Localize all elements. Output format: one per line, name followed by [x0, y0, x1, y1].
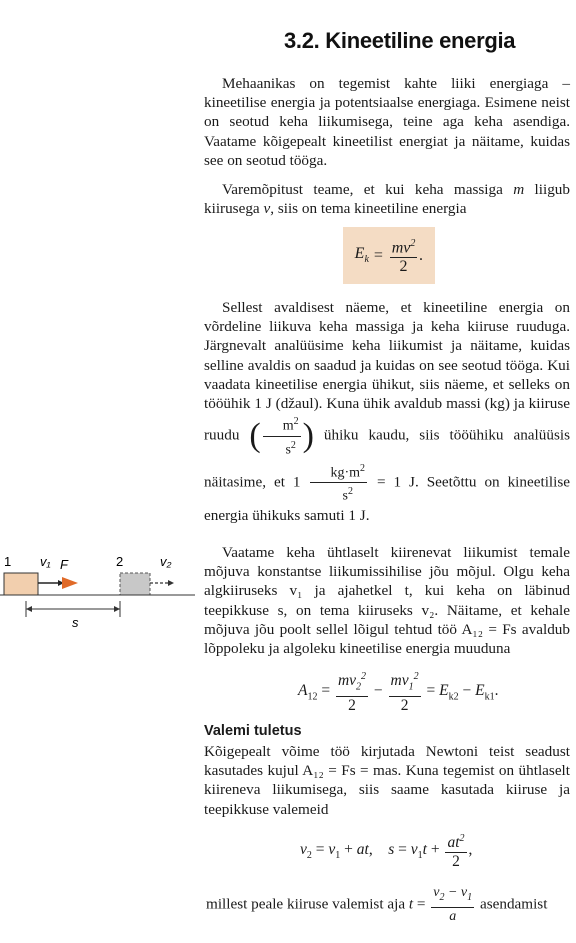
para2-text-c: , siis on tema kineetiline energia	[270, 200, 467, 218]
diagram-F-label: F	[60, 557, 68, 572]
paragraph-motion-text: Vaatame keha ühtlaselt kiirenevat liikumist temale mõjuva konstantse liikumissihilise jõu mõjul. Olgu keha algkiiruseks v₁ ja ajahetkel t, kui keha on läbinud teepikkuse s, on tema kiiruseks v₂. Näitame, et kehale mõjuva jõu poolt sellel lõigul tehtud töö A₁₂ = Fs avaldub lõppoleku ja algoleku kineetilise energia muuduna	[204, 544, 570, 658]
para3-text-c: = 1 J. Seetõttu on kineetilise energia ühikuks samuti 1 J.	[204, 473, 571, 524]
para3-text-a: Sellest avaldisest näeme, et kineetiline energia on võrdeline liikuva keha massiga ja keha kiiruse ruuduga. Järgnevalt analüüsime keha liikumist ja näitame, kuidas selline avaldis on saadud ja kuidas on see seotud tööga. Kui vaadata kineetilise energia ühikut, siis näeme, et selleks on tööühik 1 J (džaul). Kuna ühik avaldub massi (kg) ja kiiruse ruudu	[204, 299, 570, 444]
block-end	[120, 573, 150, 595]
s-arrow-left	[26, 606, 32, 612]
paragraph-motion	[204, 543, 570, 658]
paragraph-derivation	[204, 742, 570, 819]
diagram-s-label: s	[72, 615, 79, 630]
s-arrow-right	[114, 606, 120, 612]
motion-diagram	[0, 555, 200, 635]
diagram-v2-label: v₂	[160, 555, 172, 569]
derivation-subheading	[204, 721, 570, 741]
subheading-text: Valemi tuletus	[204, 723, 302, 739]
kinematic-equations: $v_2 = v_1$ + at, $s = v_1t$ + $\frac{at^2}{2}$ ,	[300, 830, 472, 871]
diagram-label-2: 2	[116, 555, 124, 569]
var-m: m	[513, 181, 525, 198]
block-start	[4, 573, 38, 595]
para3-text-b: ühiku kaudu, siis tööühiku analüüsis näitasime, et 1	[204, 426, 570, 491]
para2-text-b: liigub kiirusega	[204, 181, 570, 218]
paragraph-intro-text: Mehaanikas on tegemist kahte liiki energiaga – kineetilise energia ja potentsiaalse energiaga. Esimene neist on seotud keha liikumisega, teine aga keha asendiga. Vaatame kõigepealt kineetilist energiat ja näitame, kuidas see on seotud tööga.	[204, 75, 570, 169]
force-arrow	[62, 577, 78, 589]
v2-arrowhead	[168, 580, 174, 586]
para6-text-b: asendamist	[479, 895, 548, 913]
paragraph-final: millest peale kiiruse valemist aja t = $\frac{v_2 - v_1}{a}$ asendamist	[206, 885, 548, 924]
diagram-v1-label: v₁	[40, 555, 51, 569]
paragraph-derivation-text: Kõigepealt võime töö kirjutada Newtoni teist seadust kasutades kujul A₁₂ = Fs = mas. Kuna tegemist on ühtlaselt kiireneva liikumisega, siis saame kasutada kiiruse ja teepikkuse valemeid	[204, 743, 570, 818]
diagram-label-1: 1	[4, 555, 12, 569]
para6-text-a: millest peale kiiruse valemist aja	[206, 895, 406, 913]
section-heading: 3.2. Kineetiline energia	[284, 28, 516, 53]
var-v: v	[263, 200, 271, 218]
paragraph-kinetic-def	[204, 180, 570, 218]
para2-text-a: Varemõpitust teame, et kui keha massiga	[222, 181, 514, 198]
kinetic-energy-formula: $E_k$ = $\frac{mv^2}{2}$ .	[343, 227, 435, 284]
paragraph-analysis: Sellest avaldisest näeme, et kineetiline energia on võrdeline liikuva keha massiga ja keha kiiruse ruuduga. Järgnevalt analüüsime keha liikumist ja näitame, kuidas selline avaldis on saadud ja kuidas on see seotud tööga. Kui vaadata kineetilise energia ühikut, siis näeme, et selleks on tööühik 1 J (džaul). Kuna ühik avaldub massi (kg) ja kiiruse ruudu ( $\frac{m^2}{s^2}$ ) ühiku kaudu, siis tööühiku analüüsis näitasime, et 1 $\frac{kg\cdot m^2}{s^2}$ = 1 J. Seetõttu on kineetilise energia ühikuks samuti 1 J.	[204, 299, 571, 524]
work-energy-equation: $A_{12}$ = $\frac{mv_2^2}{2}$ − $\frac{mv_1^2}{2}$ = $E_{k2} - E_{k1}$.	[298, 668, 498, 715]
paragraph-intro	[204, 74, 570, 170]
